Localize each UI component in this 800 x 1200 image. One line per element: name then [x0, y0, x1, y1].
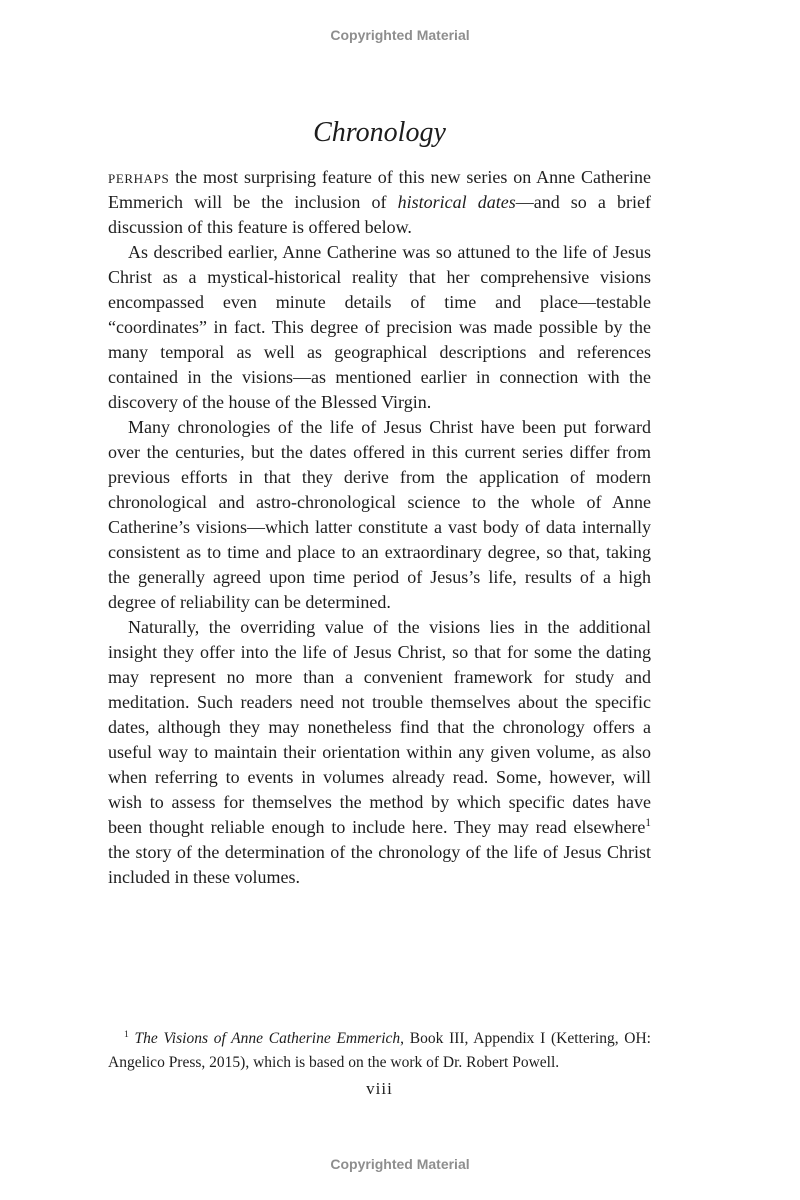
footnote-text: [108, 1027, 651, 1075]
text-segment: the story of the determination of the chronology of the life of Jesus Christ included in these volumes.: [108, 842, 651, 887]
text-segment: Many chronologies of the life of Jesus Christ have been put forward over the centuries, but the dates offered in this current series differ from previous efforts in that they derive from the application of modern chronological and astro-chronological science to the whole of Anne Catherine’s visions—which latter constitute a vast body of data internally consistent as to time and place to an extraordinary degree, so that, taking the generally agreed upon time period of Jesus’s life, results of a high degree of reliability can be determined.: [108, 417, 651, 612]
paragraph: [108, 615, 651, 890]
text-segment: the most surprising feature of this new series on Anne Catherine Emmerich will be the inclusion of: [108, 167, 651, 212]
paragraph: [108, 415, 651, 615]
text-segment: As described earlier, Anne Catherine was so attuned to the life of Jesus Christ as a mystical-historical reality that her comprehensive visions encompassed even minute details of time and place—testable “coordinates” in fact. This degree of precision was made possible by the many temporal as well as geographical descriptions and references contained in the visions—as mentioned earlier in connection with the discovery of the house of the Blessed Virgin.: [108, 242, 651, 412]
text-segment: , Book III, Appendix I (Kettering, OH: Angelico Press, 2015), which is based on the work of Dr. Robert Powell.: [108, 1030, 651, 1071]
paragraph: [108, 165, 651, 240]
text-segment: The Visions of Anne Catherine Emmerich: [134, 1030, 401, 1047]
page-number: viii: [366, 1079, 393, 1098]
chapter-title: Chronology: [313, 117, 446, 148]
text-segment: Naturally, the overriding value of the visions lies in the additional insight they offer into the life of Jesus Christ, so that for some the dating may represent no more than a convenient framework for study and meditation. Such readers need not trouble themselves about the specific dates, although they may nonetheless find that the chronology offers a useful way to maintain their orientation within any given volume, as also when referring to events in volumes already read. Some, however, will wish to assess for themselves the method by which specific dates have been thought reliable enough to include here. They may read elsewhere: [108, 617, 651, 837]
copyright-watermark-top: Copyrighted Material: [330, 27, 470, 43]
footnote: [108, 1027, 651, 1075]
paragraph: [108, 240, 651, 415]
text-segment: —and so a brief discussion of this feature is offered below.: [108, 192, 651, 237]
body-text: [108, 165, 651, 890]
text-segment: Perhaps: [108, 167, 170, 187]
text-segment: historical dates: [397, 192, 516, 212]
copyright-watermark-bottom: Copyrighted Material: [330, 1156, 470, 1172]
footnote-reference: 1: [645, 817, 651, 829]
footnote-marker: 1: [124, 1028, 129, 1040]
